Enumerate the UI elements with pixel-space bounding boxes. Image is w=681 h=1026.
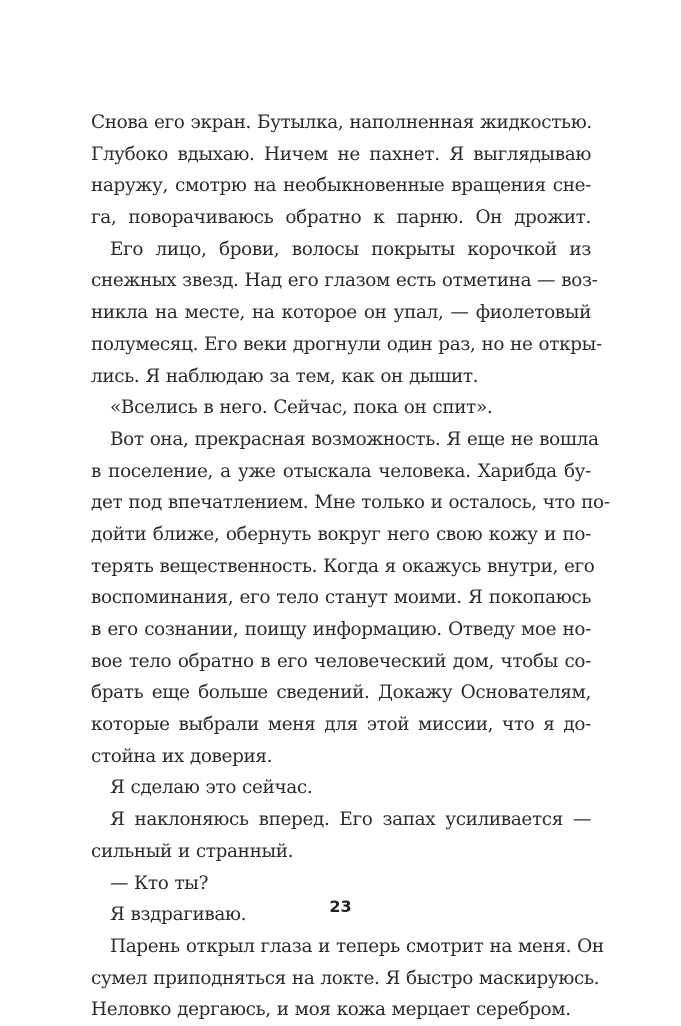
text-line: терять вещественность. Когда я окажусь внутри, его <box>91 555 595 577</box>
text-line: дойти ближе, обернуть вокруг него свою кожу и по- <box>91 523 591 545</box>
text-line: Его лицо, брови, волосы покрыты корочкой из <box>110 238 591 260</box>
text-line: Неловко дергаюсь, и моя кожа мерцает серебром. <box>91 999 571 1021</box>
text-line: га, поворачиваюсь обратно к парню. Он дрожит. <box>91 207 591 229</box>
text-line: Я сделаю это сейчас. <box>110 777 313 799</box>
text-line: лись. Я наблюдаю за тем, как он дышит. <box>91 365 479 387</box>
text-line: Вот она, прекрасная возможность. Я еще не вошла <box>110 428 599 450</box>
text-line: в его сознании, поищу информацию. Отведу мое но- <box>91 619 591 640</box>
body-text <box>91 107 610 1026</box>
text-line: — Кто ты? <box>110 872 209 894</box>
text-line: вое тело обратно в его человеческий дом, чтобы со- <box>91 650 591 672</box>
text-line: «Вселись в него. Сейчас, пока он спит». <box>110 397 493 419</box>
text-line: дет под впечатлением. Мне только и осталось, что по- <box>91 492 610 514</box>
text-line: наружу, смотрю на необыкновенные вращения сне- <box>91 175 591 197</box>
text-line: никла на месте, на которое он упал, — фиолетовый <box>91 302 591 324</box>
text-line: полумесяц. Его веки дрогнули один раз, но не откры- <box>91 333 602 355</box>
text-line: Глубоко вдыхаю. Ничем не пахнет. Я выглядываю <box>91 143 591 165</box>
text-line: в поселение, а уже отыскала человека. Харибда бу- <box>91 460 591 482</box>
text-line: Снова его экран. Бутылка, наполненная жидкостью. <box>91 112 592 133</box>
text-line: снежных звезд. Над его глазом есть отметина — воз- <box>91 270 598 292</box>
text-line: стойна их доверия. <box>91 745 273 767</box>
text-line: сильный и странный. <box>91 840 294 862</box>
page-number: 23 <box>329 897 352 916</box>
text-line: воспоминания, его тело станут моими. Я покопаюсь <box>91 587 591 609</box>
text-line: которые выбрали меня для этой миссии, что я до- <box>91 714 591 736</box>
text-line: брать еще больше сведений. Докажу Основателям, <box>91 682 591 704</box>
text-line: Я наклоняюсь вперед. Его запах усиливается — <box>110 809 591 831</box>
text-line: Я вздрагиваю. <box>110 904 247 926</box>
text-line: Парень открыл глаза и теперь смотрит на меня. Он <box>110 935 604 957</box>
text-line: сумел приподняться на локте. Я быстро маскируюсь. <box>91 967 600 989</box>
